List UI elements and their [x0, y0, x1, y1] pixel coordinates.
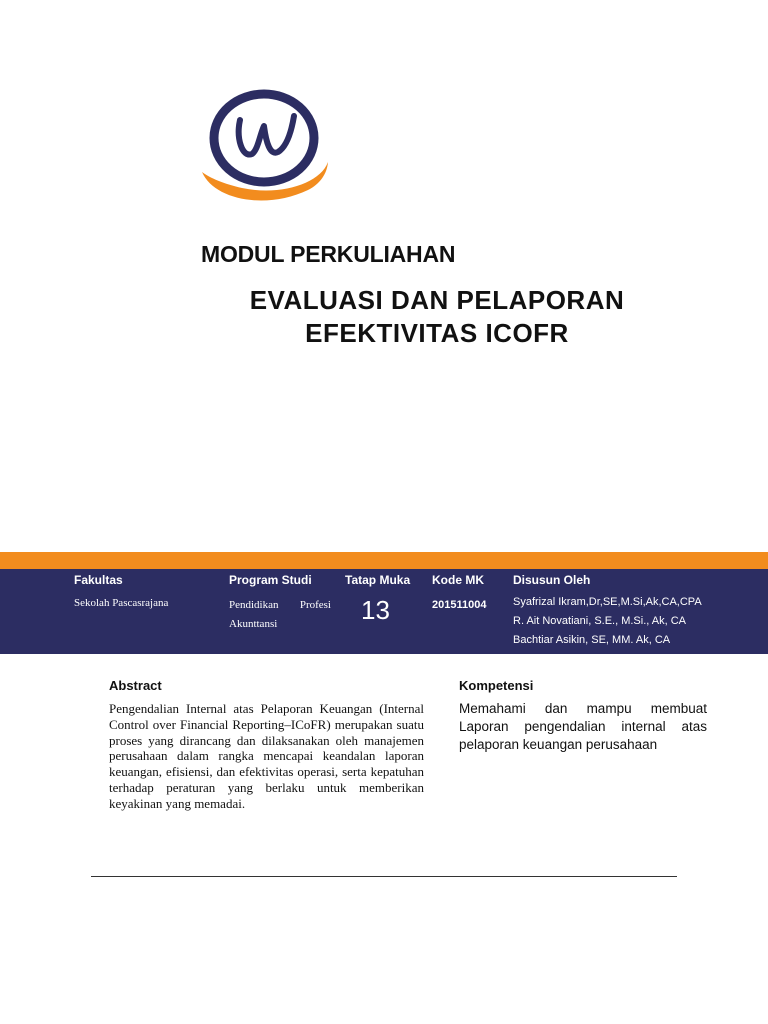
program-studi-value — [229, 596, 331, 634]
program-studi-word-1: Pendidikan — [229, 599, 279, 611]
kode-mk-value: 201511004 — [432, 599, 487, 611]
program-studi-word-2: Profesi — [299, 599, 331, 611]
accent-bar — [0, 552, 768, 569]
author-item: R. Ait Novatiani, S.E., M.Si., Ak, CA — [513, 615, 687, 627]
abstract-body: Pengendalian Internal atas Pelaporan Keuangan (Internal Control over Financial Reporting–ICoFR) merupakan suatu proses yang dirancang dan dilaksanakan oleh manajemen perusahaan dalam rangka mencapai keandalan laporan keuangan, efisiensi, dan efektivitas operasi, serta kepatuhan terhadap peraturan yang berlaku untuk memberikan keyakinan yang memadai. — [109, 701, 424, 811]
section-divider — [91, 876, 677, 877]
header-disusun-oleh: Disusun Oleh — [513, 573, 591, 587]
authors-list — [513, 593, 702, 650]
page-title — [200, 284, 674, 350]
course-info-band — [0, 569, 768, 654]
module-label: MODUL PERKULIAHAN — [201, 241, 456, 267]
header-kode-mk: Kode MK — [432, 573, 484, 587]
author-item: Syafrizal Ikram,Dr,SE,M.Si,Ak,CA,CPA — [513, 596, 702, 608]
fakultas-value: Sekolah Pascasrajana — [74, 597, 169, 609]
program-studi-word-3: Akunttansi — [229, 618, 278, 630]
university-logo-icon — [196, 88, 332, 208]
header-tatap-muka: Tatap Muka — [345, 573, 411, 587]
author-item: Bachtiar Asikin, SE, MM. Ak, CA — [513, 634, 671, 646]
title-line-2: EFEKTIVITAS ICOFR — [305, 318, 569, 348]
kompetensi-body: Memahami dan mampu membuat Laporan pengendalian internal atas pelaporan keuangan perusahaan — [459, 701, 707, 752]
abstract-heading: Abstract — [109, 678, 162, 693]
title-line-1: EVALUASI DAN PELAPORAN — [249, 285, 625, 315]
tatap-muka-value: 13 — [361, 595, 390, 625]
kompetensi-heading: Kompetensi — [459, 678, 534, 693]
header-fakultas: Fakultas — [74, 573, 123, 587]
header-program-studi: Program Studi — [229, 573, 312, 587]
